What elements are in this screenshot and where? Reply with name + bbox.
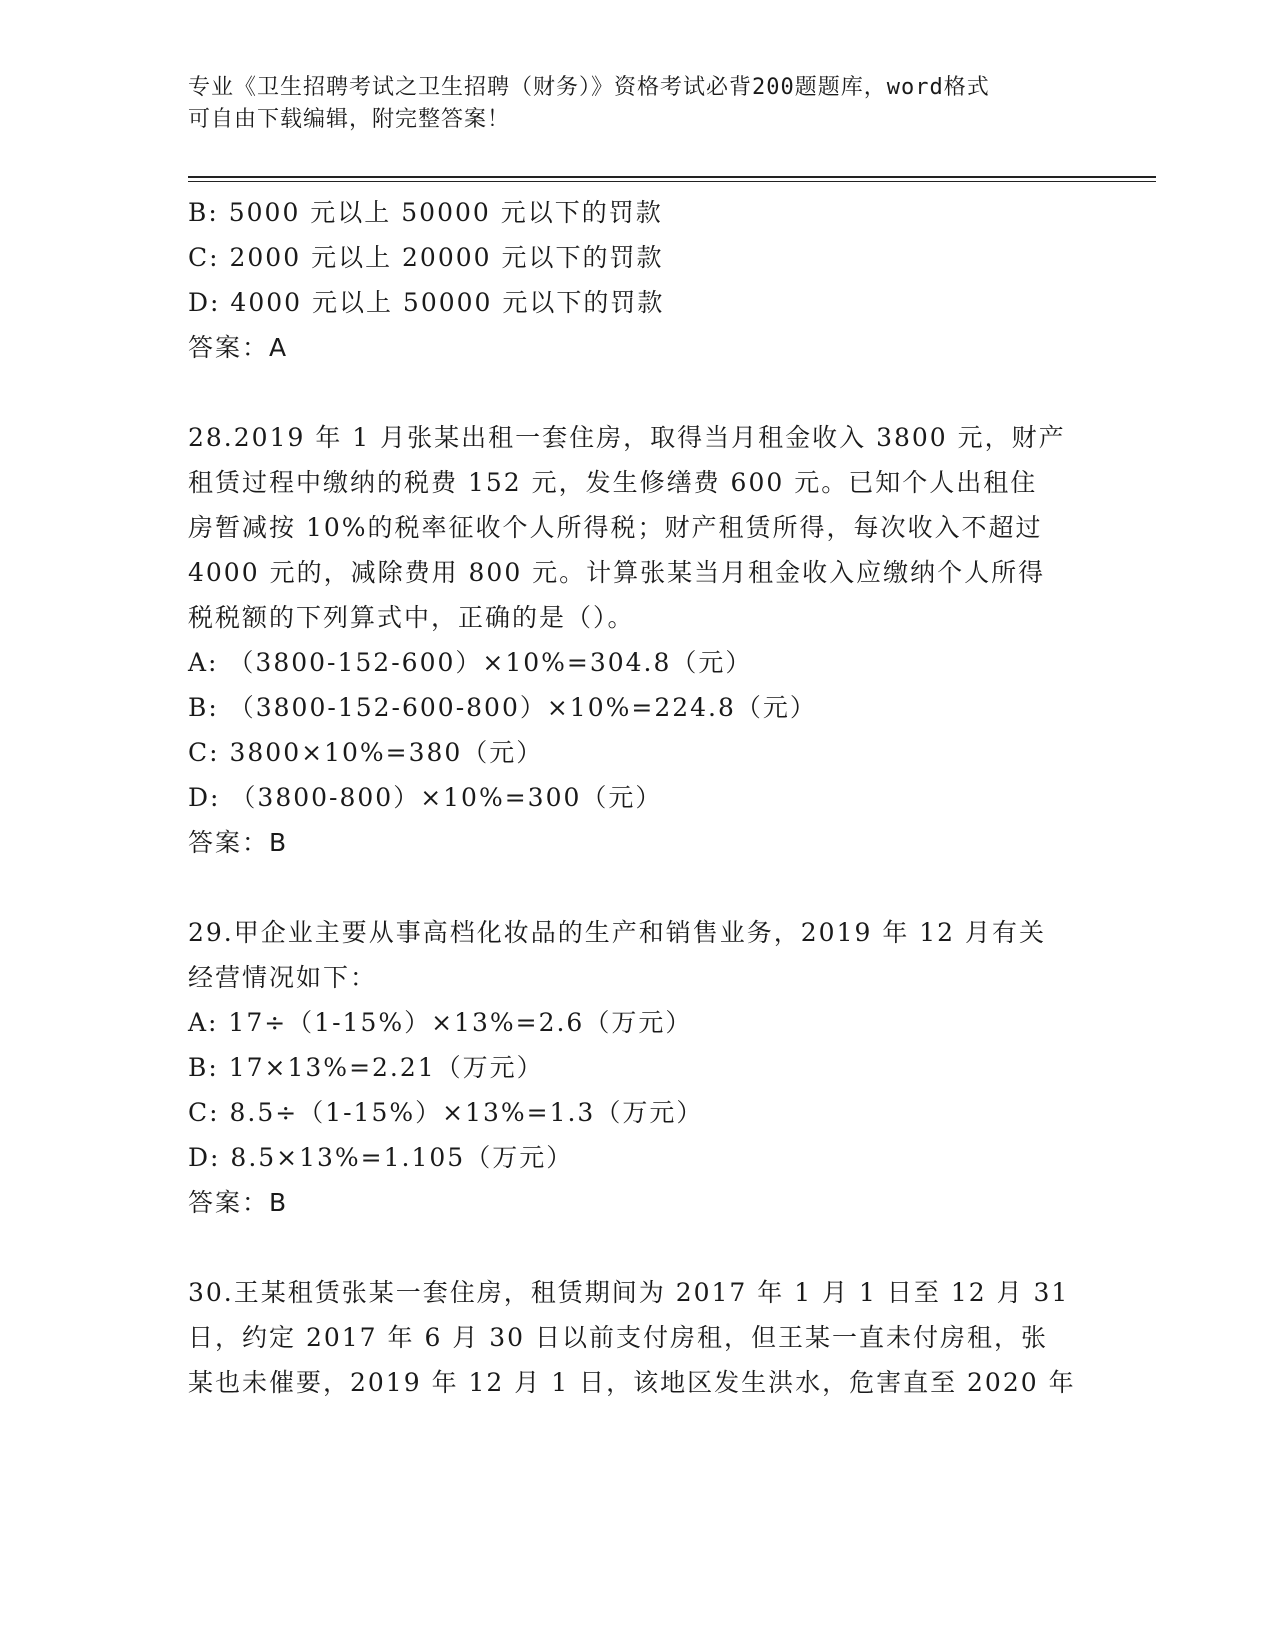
document-body bbox=[188, 190, 1088, 1405]
question-text-line: 房暂减按 10%的税率征收个人所得税；财产租赁所得，每次收入不超过 bbox=[188, 513, 1043, 542]
spacer bbox=[188, 865, 1088, 910]
header-line-1: 专业《卫生招聘考试之卫生招聘（财务）》资格考试必背200题题库，word格式 bbox=[188, 75, 990, 100]
question-30-block bbox=[188, 1270, 1088, 1405]
option-d: D: 4000 元以上 50000 元以下的罚款 bbox=[188, 288, 665, 317]
option-d: D: 8.5×13%=1.105（万元） bbox=[188, 1143, 574, 1172]
option-d: D: （3800-800）×10%=300（元） bbox=[188, 783, 663, 812]
spacer bbox=[188, 1225, 1088, 1270]
header-line-2: 可自由下载编辑，附完整答案！ bbox=[188, 107, 511, 132]
question-text-line: 某也未催要，2019 年 12 月 1 日，该地区发生洪水，危害直至 2020 年 bbox=[188, 1368, 1076, 1397]
option-a: A: （3800-152-600）×10%=304.8（元） bbox=[188, 648, 753, 677]
question-text-line: 28.2019 年 1 月张某出租一套住房，取得当月租金收入 3800 元，财产 bbox=[188, 423, 1066, 452]
question-28-block bbox=[188, 415, 1088, 865]
question-text-line: 4000 元的，减除费用 800 元。计算张某当月租金收入应缴纳个人所得 bbox=[188, 558, 1046, 587]
option-b: B: 5000 元以上 50000 元以下的罚款 bbox=[188, 198, 663, 227]
header-divider-thin bbox=[188, 181, 1156, 182]
question-27-block bbox=[188, 190, 1088, 370]
question-text-line: 日，约定 2017 年 6 月 30 日以前支付房租，但王某一直未付房租，张 bbox=[188, 1323, 1049, 1352]
option-b: B: 17×13%=2.21（万元） bbox=[188, 1053, 544, 1082]
option-a: A: 17÷（1-15%）×13%=2.6（万元） bbox=[188, 1008, 693, 1037]
option-c: C: 2000 元以上 20000 元以下的罚款 bbox=[188, 243, 664, 272]
question-text-line: 29.甲企业主要从事高档化妆品的生产和销售业务，2019 年 12 月有关 bbox=[188, 918, 1047, 947]
document-header bbox=[188, 72, 1068, 136]
option-c: C: 8.5÷（1-15%）×13%=1.3（万元） bbox=[188, 1098, 704, 1127]
question-text-line: 经营情况如下： bbox=[188, 963, 378, 992]
answer-line: 答案：B bbox=[188, 1188, 289, 1217]
option-c: C: 3800×10%=380（元） bbox=[188, 738, 544, 767]
answer-line: 答案：A bbox=[188, 333, 289, 362]
question-text-line: 租赁过程中缴纳的税费 152 元，发生修缮费 600 元。已知个人出租住 bbox=[188, 468, 1038, 497]
header-divider-thick bbox=[188, 176, 1156, 178]
question-text-line: 税税额的下列算式中，正确的是（）。 bbox=[188, 603, 635, 632]
spacer bbox=[188, 370, 1088, 415]
question-text-line: 30.王某租赁张某一套住房，租赁期间为 2017 年 1 月 1 日至 12 月 31 bbox=[188, 1278, 1070, 1307]
answer-line: 答案：B bbox=[188, 828, 289, 857]
option-b: B: （3800-152-600-800）×10%=224.8（元） bbox=[188, 693, 817, 722]
question-29-block bbox=[188, 910, 1088, 1225]
